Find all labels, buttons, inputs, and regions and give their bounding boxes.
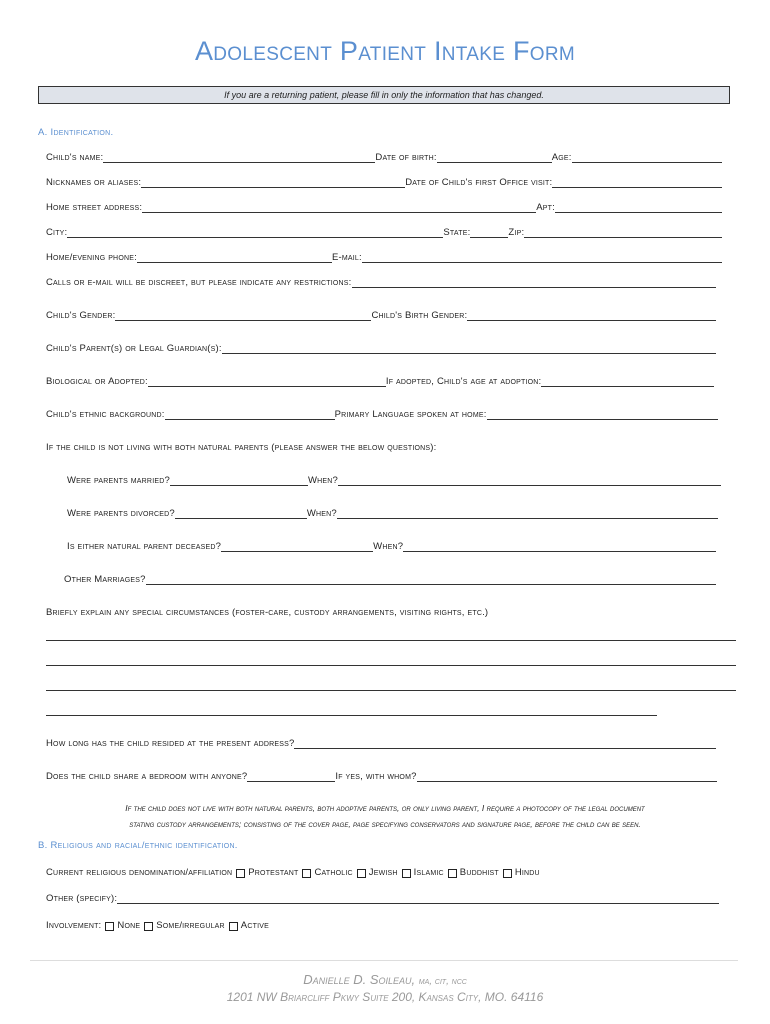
- option-jewish: Jewish: [368, 867, 398, 878]
- row-religion-other: [46, 890, 719, 904]
- bedroom-field[interactable]: [247, 770, 335, 782]
- footer-address: 1201 NW Briarcliff Pkwy Suite 200, Kansas City, MO. 64116: [226, 990, 544, 1004]
- provider-credentials: ma, cit, ncc: [418, 976, 467, 987]
- zip-label: Zip:: [508, 227, 525, 238]
- nicknames-field[interactable]: [141, 176, 405, 188]
- how-long-field[interactable]: [294, 737, 716, 749]
- option-protestant: Protestant: [248, 867, 299, 878]
- childs-name-field[interactable]: [103, 151, 375, 163]
- with-whom-label: If yes, with whom?: [335, 771, 417, 782]
- checkbox-none[interactable]: [105, 922, 114, 931]
- involvement-label: Involvement:: [46, 920, 102, 931]
- checkbox-some-irregular[interactable]: [144, 922, 153, 931]
- ethnic-field[interactable]: [165, 408, 335, 420]
- parents-label: Child's Parent(s) or Legal Guardian(s):: [46, 343, 222, 354]
- restrictions-label: Calls or e-mail will be discreet, but please indicate any restrictions:: [46, 277, 352, 288]
- row-nicknames: [46, 174, 722, 188]
- other-marriages-label: Other Marriages?: [64, 574, 146, 585]
- apt-label: Apt:: [536, 202, 555, 213]
- provider-name: Danielle D. Soileau,: [303, 972, 416, 987]
- childs-name-label: Child's name:: [46, 152, 104, 163]
- city-label: City:: [46, 227, 68, 238]
- option-some-irregular: Some/irregular: [156, 920, 225, 931]
- row-gender: [46, 307, 716, 321]
- divorced-label: Were parents divorced?: [67, 508, 175, 519]
- with-whom-field[interactable]: [417, 770, 717, 782]
- row-phone: [46, 249, 722, 263]
- footer-divider: [30, 960, 738, 961]
- section-a-heading: A. Identification.: [38, 127, 114, 138]
- section-b-heading: B. Religious and racial/ethnic identification.: [38, 840, 238, 851]
- special-line-2[interactable]: [46, 665, 736, 666]
- birth-gender-field[interactable]: [467, 309, 716, 321]
- deceased-label: Is either natural parent deceased?: [67, 541, 222, 552]
- street-field[interactable]: [142, 201, 536, 213]
- checkbox-protestant[interactable]: [236, 869, 245, 878]
- when2-label: When?: [306, 508, 337, 519]
- row-childs-name: [46, 149, 722, 163]
- dob-label: Date of birth:: [375, 152, 437, 163]
- bedroom-label: Does the child share a bedroom with anyone?: [46, 771, 248, 782]
- city-field[interactable]: [67, 226, 443, 238]
- option-hindu: Hindu: [514, 867, 540, 878]
- gender-label: Child's Gender:: [46, 310, 116, 321]
- special-line-1[interactable]: [46, 640, 736, 641]
- first-visit-field[interactable]: [552, 176, 722, 188]
- row-not-living: [46, 439, 436, 453]
- deceased-field[interactable]: [221, 540, 373, 552]
- bio-adopted-field[interactable]: [148, 375, 386, 387]
- not-living-label: If the child is not living with both natural parents (please answer the below questions):: [46, 442, 437, 453]
- row-parents: [46, 340, 716, 354]
- row-divorced: [67, 505, 718, 519]
- age-label: Age:: [551, 152, 572, 163]
- checkbox-jewish[interactable]: [357, 869, 366, 878]
- married-label: Were parents married?: [67, 475, 170, 486]
- language-field[interactable]: [487, 408, 718, 420]
- row-restrictions: [46, 274, 716, 288]
- email-field[interactable]: [362, 251, 722, 263]
- option-islamic: Islamic: [413, 867, 444, 878]
- how-long-label: How long has the child resided at the present address?: [46, 738, 295, 749]
- other-marriages-field[interactable]: [146, 573, 716, 585]
- checkbox-buddhist[interactable]: [448, 869, 457, 878]
- apt-field[interactable]: [555, 201, 722, 213]
- when2-field[interactable]: [337, 507, 718, 519]
- religion-other-label: Other (specify):: [46, 893, 118, 904]
- adopt-age-field[interactable]: [541, 375, 714, 387]
- form-title: Adolescent Patient Intake Form: [194, 36, 576, 66]
- option-active: Active: [240, 920, 269, 931]
- adopt-age-label: If adopted, Child's age at adoption:: [385, 376, 542, 387]
- email-label: E-mail:: [331, 252, 362, 263]
- special-line-3[interactable]: [46, 690, 736, 691]
- when1-label: When?: [307, 475, 338, 486]
- row-how-long: [46, 735, 716, 749]
- religion-other-field[interactable]: [117, 892, 719, 904]
- dob-field[interactable]: [437, 151, 552, 163]
- language-label: Primary Language spoken at home:: [334, 409, 487, 420]
- divorced-field[interactable]: [175, 507, 307, 519]
- checkbox-active[interactable]: [229, 922, 238, 931]
- religion-label: Current religious denomination/affiliation: [46, 867, 233, 878]
- bio-adopted-label: Biological or Adopted:: [46, 376, 148, 387]
- special-line-4[interactable]: [46, 715, 657, 716]
- checkbox-catholic[interactable]: [302, 869, 311, 878]
- returning-patient-banner: If you are a returning patient, please fill in only the information that has changed.: [38, 86, 730, 104]
- restrictions-field[interactable]: [352, 276, 717, 288]
- parents-field[interactable]: [222, 342, 716, 354]
- street-label: Home street address:: [46, 202, 143, 213]
- row-special: [46, 604, 488, 618]
- married-field[interactable]: [170, 474, 308, 486]
- row-street: [46, 199, 722, 213]
- when3-label: When?: [373, 541, 404, 552]
- custody-note-line-1: If the child does not live with both natural parents, both adoptive parents, or only living parent, I require a photocopy of the legal document: [125, 803, 645, 813]
- phone-field[interactable]: [137, 251, 332, 263]
- phone-label: Home/evening phone:: [46, 252, 137, 263]
- row-ethnic: [46, 406, 718, 420]
- footer-name: [0, 972, 770, 987]
- option-none: None: [117, 920, 141, 931]
- row-married: [67, 472, 721, 486]
- birth-gender-label: Child's Birth Gender:: [371, 310, 468, 321]
- special-label: Briefly explain any special circumstances (foster-care, custody arrangements, visiting rights, etc.): [46, 607, 489, 618]
- nicknames-label: Nicknames or aliases:: [46, 177, 142, 188]
- state-field[interactable]: [470, 226, 508, 238]
- state-label: State:: [443, 227, 471, 238]
- row-other-marriages: [64, 571, 716, 585]
- when1-field[interactable]: [338, 474, 721, 486]
- option-catholic: Catholic: [314, 867, 353, 878]
- row-religion: [46, 864, 540, 878]
- first-visit-label: Date of Child's first Office visit:: [405, 177, 553, 188]
- gender-field[interactable]: [115, 309, 371, 321]
- age-field[interactable]: [572, 151, 722, 163]
- row-bedroom: [46, 768, 717, 782]
- checkbox-islamic[interactable]: [402, 869, 411, 878]
- row-bio-adopted: [46, 373, 714, 387]
- when3-field[interactable]: [403, 540, 716, 552]
- ethnic-label: Child's ethnic background:: [46, 409, 165, 420]
- zip-field[interactable]: [524, 226, 722, 238]
- row-involvement: [46, 917, 269, 931]
- row-city: [46, 224, 722, 238]
- custody-note-line-2: stating custody arrangements; consisting of the cover page, page specifying conservators and signature page, before the child can be seen.: [129, 819, 641, 829]
- option-buddhist: Buddhist: [459, 867, 499, 878]
- checkbox-hindu[interactable]: [503, 869, 512, 878]
- row-deceased: [67, 538, 716, 552]
